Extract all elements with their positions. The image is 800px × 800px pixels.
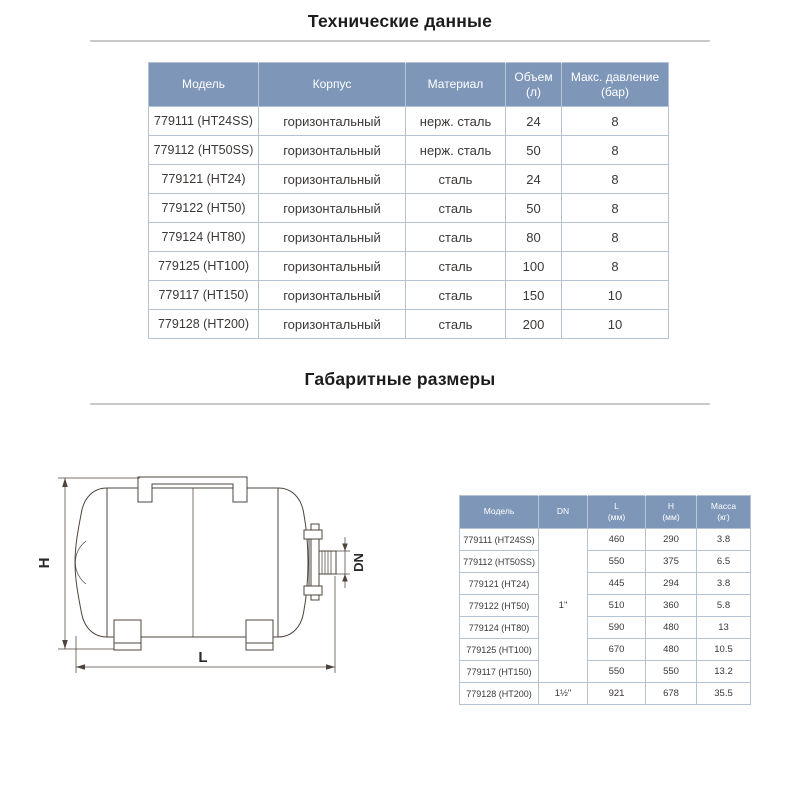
table-cell: 5.8 [697, 595, 751, 617]
table-cell: сталь [406, 310, 506, 339]
table-row [149, 223, 669, 252]
connection-stub [319, 551, 336, 574]
table-cell: 24 [506, 165, 562, 194]
flange-bolt-bottom [304, 586, 322, 595]
dn-dimension [336, 537, 350, 588]
model-cell: 779124 (HT80) [149, 223, 259, 252]
section-title-technical-data: Технические данные [307, 11, 493, 31]
section-title-overall-dimensions: Габаритные размеры [304, 369, 496, 389]
table-cell: нерж. сталь [406, 136, 506, 165]
technical-data-table-head [149, 63, 669, 107]
model-cell: 779111 (HT24SS) [460, 529, 539, 551]
table-cell: горизонтальный [259, 136, 406, 165]
technical-data-table [148, 62, 669, 339]
l-dimension-label: L [198, 649, 208, 666]
table-cell: горизонтальный [259, 252, 406, 281]
table-cell: 375 [646, 551, 697, 573]
table-cell: 13 [697, 617, 751, 639]
table-cell: 200 [506, 310, 562, 339]
table-cell: 290 [646, 529, 697, 551]
table-cell: 550 [646, 661, 697, 683]
table-cell: 24 [506, 107, 562, 136]
column-header: Масса (кг) [697, 496, 751, 529]
table-cell: 678 [646, 683, 697, 705]
technical-data-table-body [149, 107, 669, 339]
dn-cell: 1½" [539, 683, 588, 705]
table-cell: сталь [406, 223, 506, 252]
table-row [149, 165, 669, 194]
table-row [460, 551, 751, 573]
table-row [460, 661, 751, 683]
model-cell: 779117 (HT150) [460, 661, 539, 683]
table-cell: 8 [562, 165, 669, 194]
table-cell: 3.8 [697, 529, 751, 551]
table-cell: горизонтальный [259, 194, 406, 223]
table-row [460, 529, 751, 551]
table-cell: 590 [588, 617, 646, 639]
model-cell: 779117 (HT150) [149, 281, 259, 310]
table-cell: горизонтальный [259, 310, 406, 339]
tank-foot-left [114, 620, 141, 650]
model-cell: 779128 (HT200) [149, 310, 259, 339]
table-cell: горизонтальный [259, 165, 406, 194]
table-cell: 13.2 [697, 661, 751, 683]
table-cell: 80 [506, 223, 562, 252]
column-header: DN [539, 496, 588, 529]
table-cell: 8 [562, 194, 669, 223]
table-row [149, 136, 669, 165]
table-cell: горизонтальный [259, 281, 406, 310]
tank-body-outline [75, 488, 308, 637]
model-cell: 779125 (HT100) [460, 639, 539, 661]
table-row [460, 595, 751, 617]
model-cell: 779122 (HT50) [149, 194, 259, 223]
table-row [460, 683, 751, 705]
table-cell: 8 [562, 136, 669, 165]
column-header: Макс. давление (бар) [562, 63, 669, 107]
column-header: Модель [460, 496, 539, 529]
table-cell: 150 [506, 281, 562, 310]
model-cell: 779124 (HT80) [460, 617, 539, 639]
divider [90, 40, 710, 42]
model-cell: 779112 (HT50SS) [149, 136, 259, 165]
table-cell: 670 [588, 639, 646, 661]
table-cell: 100 [506, 252, 562, 281]
flange-bolt-top [304, 530, 322, 539]
table-cell: горизонтальный [259, 107, 406, 136]
table-cell: 8 [562, 107, 669, 136]
table-cell: 550 [588, 551, 646, 573]
table-row [460, 617, 751, 639]
dn-cell: 1" [539, 529, 588, 683]
table-row [149, 281, 669, 310]
table-cell: 50 [506, 136, 562, 165]
table-cell: сталь [406, 281, 506, 310]
table-row [149, 252, 669, 281]
tank-left-dome-arc [75, 541, 86, 584]
table-cell: 921 [588, 683, 646, 705]
table-cell: 6.5 [697, 551, 751, 573]
model-cell: 779121 (HT24) [149, 165, 259, 194]
table-cell: сталь [406, 194, 506, 223]
table-row [460, 639, 751, 661]
tank-foot-right [246, 620, 273, 650]
table-cell: 35.5 [697, 683, 751, 705]
table-cell: 294 [646, 573, 697, 595]
column-header: H (мм) [646, 496, 697, 529]
table-cell: 10 [562, 281, 669, 310]
table-cell: нерж. сталь [406, 107, 506, 136]
dimensions-table-head [460, 496, 751, 529]
tank-dimension-drawing [30, 440, 430, 705]
h-dimension-label: H [36, 557, 53, 569]
table-cell: 10.5 [697, 639, 751, 661]
tank-handle [138, 477, 247, 502]
table-cell: 8 [562, 252, 669, 281]
table-cell: сталь [406, 165, 506, 194]
column-header: Корпус [259, 63, 406, 107]
table-row [149, 310, 669, 339]
model-cell: 779111 (HT24SS) [149, 107, 259, 136]
dimensions-table [459, 495, 751, 705]
table-cell: 50 [506, 194, 562, 223]
table-row [460, 573, 751, 595]
table-cell: сталь [406, 252, 506, 281]
table-cell: 445 [588, 573, 646, 595]
dimensions-table-body [460, 529, 751, 705]
table-row [149, 107, 669, 136]
table-cell: горизонтальный [259, 223, 406, 252]
divider [90, 403, 710, 405]
column-header: Модель [149, 63, 259, 107]
table-cell: 460 [588, 529, 646, 551]
column-header: Объем (л) [506, 63, 562, 107]
table-cell: 550 [588, 661, 646, 683]
table-cell: 510 [588, 595, 646, 617]
model-cell: 779112 (HT50SS) [460, 551, 539, 573]
table-cell: 480 [646, 617, 697, 639]
dn-dimension-label: DN [351, 553, 366, 572]
column-header: Материал [406, 63, 506, 107]
column-header: L (мм) [588, 496, 646, 529]
table-cell: 480 [646, 639, 697, 661]
table-cell: 3.8 [697, 573, 751, 595]
table-cell: 8 [562, 223, 669, 252]
model-cell: 779128 (HT200) [460, 683, 539, 705]
model-cell: 779122 (HT50) [460, 595, 539, 617]
model-cell: 779125 (HT100) [149, 252, 259, 281]
model-cell: 779121 (HT24) [460, 573, 539, 595]
table-cell: 360 [646, 595, 697, 617]
table-cell: 10 [562, 310, 669, 339]
table-row [149, 194, 669, 223]
